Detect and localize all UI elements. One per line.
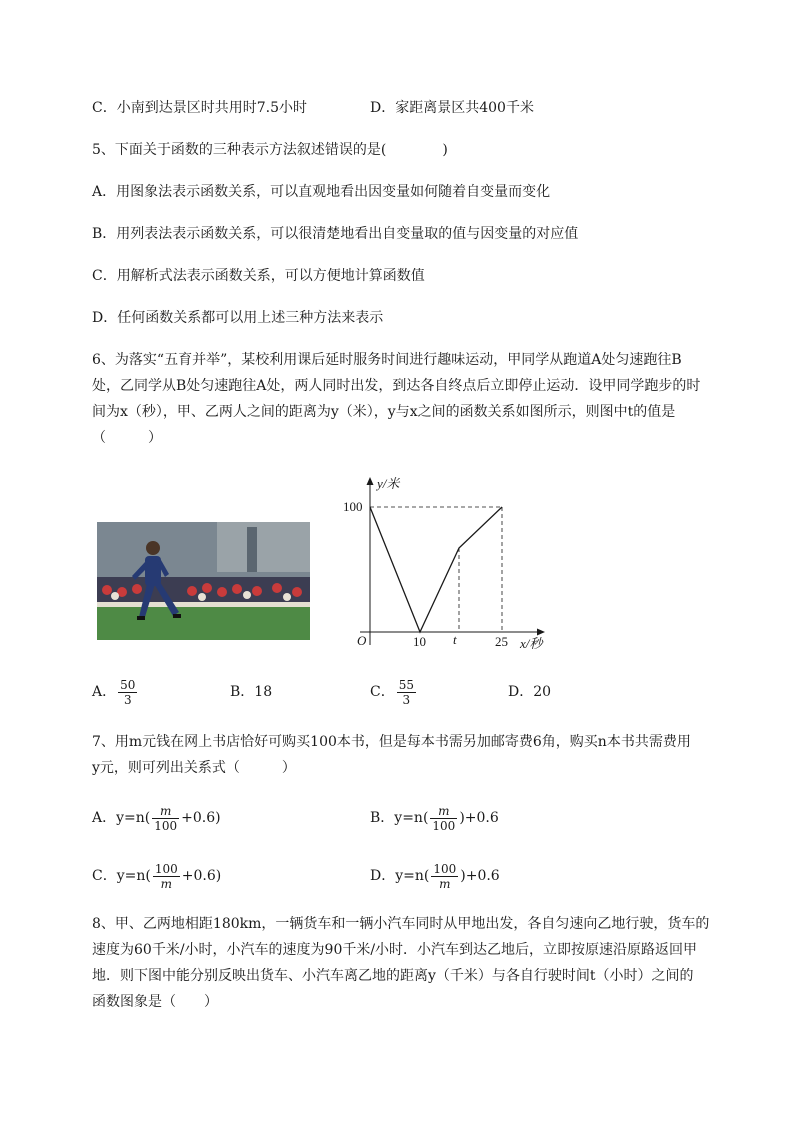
q7-option-a: A．y=n( $\frac{m}{100}$ +0.6) [92, 803, 221, 833]
q7-option-b: B．y=n( $\frac{m}{100}$ )+0.6 [370, 803, 499, 833]
q8-stem-line1: 8、甲、乙两地相距180km，一辆货车和一辆小汽车同时从甲地出发，各自匀速向乙地行驶，货车的 [92, 916, 710, 932]
origin-label: O [357, 633, 367, 648]
y-axis-label: y/米 [377, 476, 400, 491]
y-axis-arrow [367, 477, 374, 485]
q8-stem-line2: 速度为60千米/小时，小汽车的速度为90千米/小时．小汽车到达乙地后，立即按原速沿原路返回甲 [92, 942, 698, 958]
x-tick-10: 10 [413, 634, 426, 649]
q6-stem-line4: （ ） [92, 430, 162, 446]
q5-stem: 5、下面关于函数的三种表示方法叙述错误的是( ) [92, 142, 448, 158]
x-tick-t: t [453, 632, 457, 647]
q7-stem-line2: y元，则可列出关系式（ ） [92, 760, 296, 776]
x-tick-25: 25 [495, 634, 508, 649]
q8-stem-line4: 函数图象是（ ） [92, 994, 218, 1010]
q4-option-c: C．小南到达景区时共用时7.5小时 [92, 100, 307, 116]
q5-option-b: B．用列表法表示函数关系，可以很清楚地看出自变量取的值与因变量的对应值 [92, 226, 579, 242]
q6-option-a: A． $\frac{50}{3}$ [92, 677, 136, 707]
q6-option-b: B．18 [230, 684, 273, 700]
x-axis-label: x/秒 [520, 636, 543, 651]
q6-stem-line1: 6、为落实“五育并举”，某校利用课后延时服务时间进行趣味运动，甲同学从跑道A处匀速跑往B [92, 352, 682, 368]
q6-stem-line3: 间为x（秒），甲、乙两人之间的距离为y（米），y与x之间的函数关系如图所示，则图中t的值是 [92, 404, 676, 420]
y-tick-100: 100 [343, 499, 363, 514]
q4-option-d: D．家距离景区共400千米 [370, 100, 534, 116]
q6-option-d: D．20 [508, 684, 552, 700]
q8-stem-line3: 地．则下图中能分别反映出货车、小汽车离乙地的距离y（千米）与各自行驶时间t（小时）之间的 [92, 968, 694, 984]
q5-option-a: A．用图象法表示函数关系，可以直观地看出因变量如何随着自变量而变化 [92, 184, 551, 200]
q5-option-d: D．任何函数关系都可以用上述三种方法来表示 [92, 310, 384, 326]
function-line [370, 507, 502, 632]
q7-option-d: D．y=n( $\frac{100}{m}$ )+0.6 [370, 861, 500, 891]
q6-stem-line2: 处，乙同学从B处匀速跑往A处，两人同时出发，到达各自终点后立即停止运动．设甲同学跑步的时 [92, 378, 701, 394]
runner-photo [97, 522, 310, 640]
q6-option-c: C． $\frac{55}{3}$ [370, 677, 414, 707]
q7-stem-line1: 7、用m元钱在网上书店恰好可购买100本书，但是每本书需另加邮寄费6角，购买n本书共需费用 [92, 734, 691, 750]
q5-option-c: C．用解析式法表示函数关系，可以方便地计算函数值 [92, 268, 425, 284]
x-axis-arrow [537, 629, 545, 636]
q7-option-c: C．y=n( $\frac{100}{m}$ +0.6) [92, 861, 222, 891]
distance-time-graph [335, 470, 555, 655]
